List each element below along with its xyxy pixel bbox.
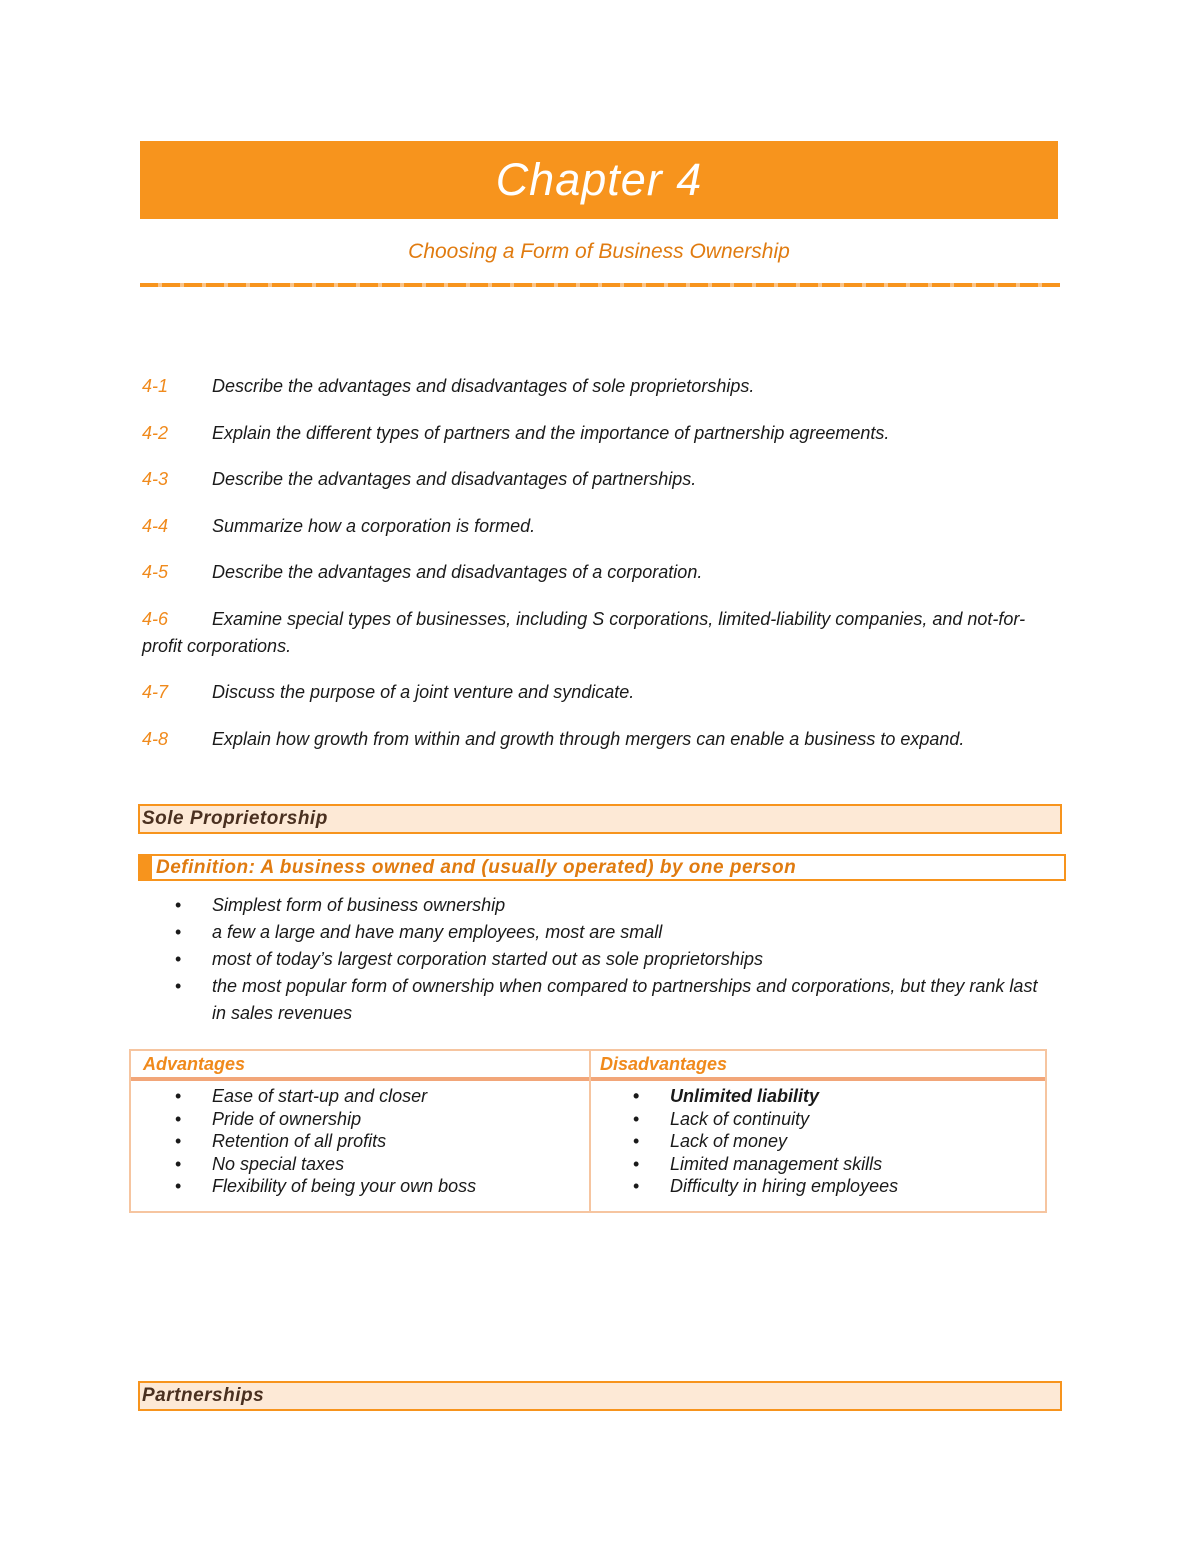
disadvantage-item: • Lack of money (633, 1130, 898, 1153)
objective-item (142, 373, 1042, 400)
chapter-subtitle: Choosing a Form of Business Ownership (408, 240, 790, 263)
objective-item (142, 420, 1042, 447)
objective-number: 4-4 (142, 516, 169, 536)
objective-number: 4-8 (142, 729, 169, 749)
objective-item (142, 679, 1042, 706)
objective-text: Explain the different types of partners and the importance of partnership agreements. (212, 423, 890, 443)
disadvantages-list (633, 1085, 898, 1198)
column-divider (589, 1051, 591, 1211)
objective-text: Examine special types of businesses, including S corporations, limited-liability companies, and not-for-profit corporations. (142, 609, 1026, 656)
section-heading-sole-proprietorship: Sole Proprietorship (138, 804, 1062, 834)
objective-number: 4-2 (142, 423, 169, 443)
objective-text: Describe the advantages and disadvantages of sole proprietorships. (212, 376, 755, 396)
advantages-disadvantages-table (129, 1049, 1047, 1213)
list-item: • the most popular form of ownership when compared to partnerships and corporations, but they rank last in sales revenues (175, 973, 1055, 1027)
advantage-item: • No special taxes (175, 1153, 476, 1176)
objective-item (142, 559, 1042, 586)
objective-number: 4-5 (142, 562, 169, 582)
objective-text: Explain how growth from within and growth through mergers can enable a business to expand. (212, 729, 965, 749)
disadvantages-heading: Disadvantages (600, 1054, 728, 1074)
table-header-row (131, 1051, 1045, 1081)
advantages-list (175, 1085, 476, 1198)
objective-number: 4-7 (142, 682, 169, 702)
definition-bar: Definition: A business owned and (usually operated) by one person (138, 854, 1066, 881)
dashed-divider (140, 283, 1060, 287)
list-item: • most of today’s largest corporation started out as sole proprietorships (175, 946, 1055, 973)
objective-item (142, 726, 1042, 753)
list-item: • Simplest form of business ownership (175, 892, 1055, 919)
chapter-title: Chapter 4 (495, 154, 703, 205)
disadvantage-item: • Difficulty in hiring employees (633, 1175, 898, 1198)
chapter-banner (140, 141, 1058, 219)
section-heading-partnerships: Partnerships (138, 1381, 1062, 1411)
objective-item (142, 513, 1042, 540)
advantage-item: • Retention of all profits (175, 1130, 476, 1153)
advantage-item: • Flexibility of being your own boss (175, 1175, 476, 1198)
list-item: • a few a large and have many employees, most are small (175, 919, 1055, 946)
objective-number: 4-3 (142, 469, 169, 489)
objective-text: Summarize how a corporation is formed. (212, 516, 536, 536)
objective-item (142, 466, 1042, 493)
advantage-item: • Ease of start-up and closer (175, 1085, 476, 1108)
objective-number: 4-6 (142, 609, 169, 629)
objective-item (142, 606, 1042, 660)
disadvantage-item: • Limited management skills (633, 1153, 898, 1176)
sole-proprietorship-points (175, 892, 1055, 1027)
objective-text: Describe the advantages and disadvantages of a corporation. (212, 562, 703, 582)
objective-text: Describe the advantages and disadvantages of partnerships. (212, 469, 697, 489)
advantages-heading: Advantages (143, 1054, 246, 1074)
disadvantage-item: • Lack of continuity (633, 1108, 898, 1131)
objective-number: 4-1 (142, 376, 169, 396)
advantage-item: • Pride of ownership (175, 1108, 476, 1131)
objective-text: Discuss the purpose of a joint venture and syndicate. (212, 682, 635, 702)
disadvantage-item: • Unlimited liability (633, 1085, 898, 1108)
